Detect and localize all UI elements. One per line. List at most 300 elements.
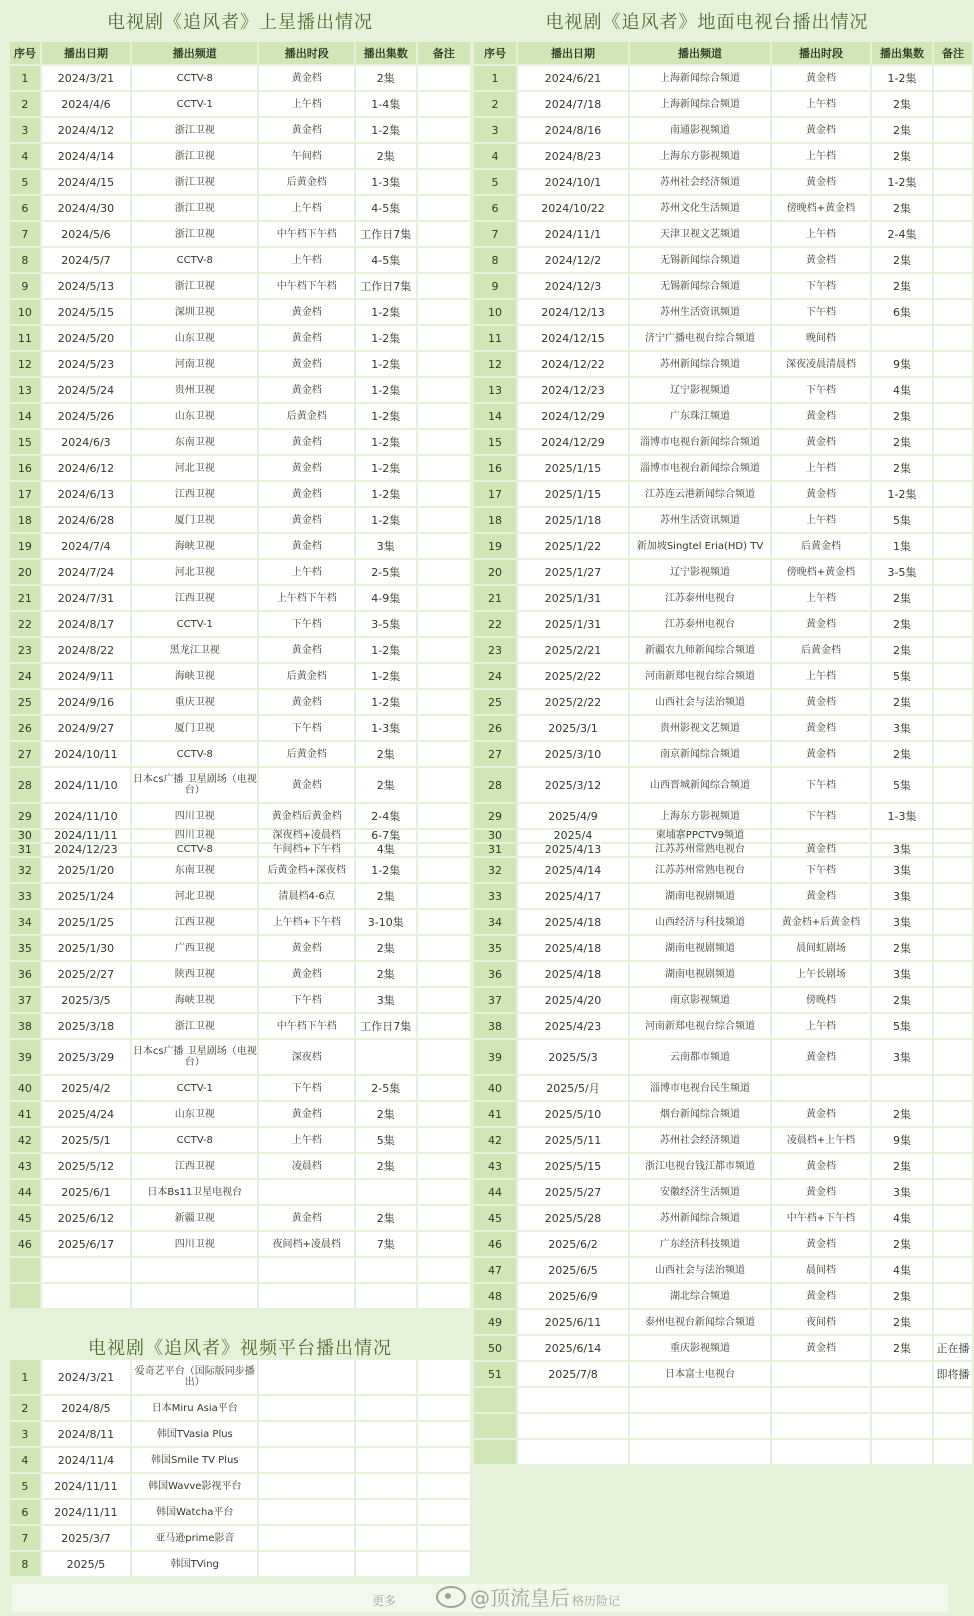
row-channel: 贵州影视文艺频道	[630, 716, 770, 740]
row-date: 2024/3/21	[42, 66, 130, 90]
row-note	[934, 92, 972, 116]
row-channel: 江苏苏州常熟电视台	[630, 844, 770, 856]
row-channel: 湖北综合频道	[630, 1284, 770, 1308]
row-episodes: 5集	[872, 508, 932, 532]
row-slot: 黄金档	[259, 300, 354, 324]
row-channel: 山西经济与科技频道	[630, 910, 770, 934]
row-date: 2025/5/10	[518, 1102, 628, 1126]
row-note	[418, 560, 470, 584]
row-date: 2024/11/10	[42, 768, 130, 802]
row-slot	[772, 1076, 870, 1100]
row-channel: 河北卫视	[132, 456, 257, 480]
row-note	[934, 716, 972, 740]
row-episodes: 3集	[872, 844, 932, 856]
row-date: 2025/5/12	[42, 1154, 130, 1178]
row-slot: 下午档	[259, 1076, 354, 1100]
row-channel: 山东卫视	[132, 404, 257, 428]
empty-cell	[259, 1284, 354, 1308]
row-note	[934, 118, 972, 142]
row-note	[934, 1076, 972, 1100]
row-slot: 黄金档	[259, 326, 354, 350]
row-channel: 济宁广播电视台综合频道	[630, 326, 770, 350]
row-note	[418, 352, 470, 376]
table-row	[474, 274, 972, 298]
row-date: 2024/11/11	[42, 1500, 130, 1524]
row-channel: CCTV-8	[132, 66, 257, 90]
row-slot: 上午档	[772, 508, 870, 532]
row-index: 19	[474, 534, 516, 558]
row-index: 22	[10, 612, 40, 636]
row-index: 45	[10, 1206, 40, 1230]
row-date: 2025/4	[518, 830, 628, 842]
satellite-body	[10, 66, 470, 1308]
row-channel: 江西卫视	[132, 586, 257, 610]
row-index: 48	[474, 1284, 516, 1308]
row-note	[418, 196, 470, 220]
row-channel: 苏州新闻综合频道	[630, 1206, 770, 1230]
row-channel: 深圳卫视	[132, 300, 257, 324]
table-row	[10, 664, 470, 688]
row-channel: 湖南电视剧频道	[630, 884, 770, 908]
row-slot: 后黄金档	[259, 170, 354, 194]
row-index: 21	[10, 586, 40, 610]
row-note	[418, 988, 470, 1012]
row-date: 2024/5/6	[42, 222, 130, 246]
row-date: 2024/5/24	[42, 378, 130, 402]
table-row	[474, 1310, 972, 1334]
row-channel: 广西卫视	[132, 936, 257, 960]
row-index: 1	[474, 66, 516, 90]
row-slot: 黄金档	[259, 534, 354, 558]
row-slot: 后黄金档	[772, 638, 870, 662]
row-episodes	[872, 1076, 932, 1100]
row-note	[934, 248, 972, 272]
row-date: 2024/8/17	[42, 612, 130, 636]
row-channel: 淄博市电视台新闻综合频道	[630, 430, 770, 454]
header-episodes: 播出集数	[872, 42, 932, 64]
row-channel: 南京影视频道	[630, 988, 770, 1012]
table-row	[474, 300, 972, 324]
row-episodes	[356, 1040, 416, 1074]
row-note	[934, 664, 972, 688]
row-slot: 黄金档	[259, 768, 354, 802]
row-note	[418, 222, 470, 246]
row-channel: 江苏苏州常熟电视台	[630, 858, 770, 882]
row-episodes: 2集	[356, 66, 416, 90]
table-row	[10, 910, 470, 934]
row-date: 2024/11/1	[518, 222, 628, 246]
row-channel: 湖南电视剧频道	[630, 936, 770, 960]
row-slot: 黄金档	[259, 118, 354, 142]
table-row	[10, 1552, 470, 1576]
row-note	[418, 92, 470, 116]
row-slot: 黄金档	[259, 690, 354, 714]
row-index: 16	[474, 456, 516, 480]
row-episodes: 2集	[872, 118, 932, 142]
row-note	[934, 1206, 972, 1230]
table-row	[10, 1206, 470, 1230]
table-row	[474, 1206, 972, 1230]
table-row	[474, 456, 972, 480]
row-episodes: 2-5集	[356, 560, 416, 584]
row-note	[934, 830, 972, 842]
table-row	[10, 1396, 470, 1420]
row-episodes	[356, 1474, 416, 1498]
row-slot: 黄金档	[772, 1040, 870, 1074]
row-note	[418, 430, 470, 454]
row-index: 20	[474, 560, 516, 584]
row-date: 2024/4/14	[42, 144, 130, 168]
row-date: 2024/5/26	[42, 404, 130, 428]
table-row	[10, 1500, 470, 1524]
row-index: 16	[10, 456, 40, 480]
row-index: 10	[474, 300, 516, 324]
row-index: 8	[474, 248, 516, 272]
row-index: 50	[474, 1336, 516, 1360]
footer-right-text: 格历险记	[572, 1594, 621, 1608]
row-date: 2024/7/4	[42, 534, 130, 558]
row-channel: 山东卫视	[132, 326, 257, 350]
row-slot: 黄金档	[772, 1336, 870, 1360]
table-row	[474, 560, 972, 584]
row-date: 2024/4/12	[42, 118, 130, 142]
row-slot: 黄金档	[259, 1102, 354, 1126]
row-slot: 傍晚档	[772, 988, 870, 1012]
row-date: 2025/4/24	[42, 1102, 130, 1126]
row-episodes: 6-7集	[356, 830, 416, 842]
row-index: 24	[474, 664, 516, 688]
row-episodes: 3集	[872, 1040, 932, 1074]
table-row	[10, 1526, 470, 1550]
empty-cell	[474, 1414, 516, 1438]
row-index: 17	[10, 482, 40, 506]
row-note	[934, 170, 972, 194]
header-index: 序号	[474, 42, 516, 64]
row-date: 2025/1/31	[518, 612, 628, 636]
row-date: 2024/4/30	[42, 196, 130, 220]
satellite-table	[8, 40, 472, 1310]
row-date: 2024/12/13	[518, 300, 628, 324]
row-channel: 无锡新闻综合频道	[630, 248, 770, 272]
row-slot: 黄金档后黄金档	[259, 804, 354, 828]
row-slot: 晨间虹剧场	[772, 936, 870, 960]
row-slot: 上午档	[772, 586, 870, 610]
row-index: 27	[474, 742, 516, 766]
row-index: 7	[10, 1526, 40, 1550]
row-slot: 中午档下午档	[259, 1014, 354, 1038]
row-date: 2025/5/月	[518, 1076, 628, 1100]
row-episodes: 1集	[872, 534, 932, 558]
row-episodes: 2集	[872, 1336, 932, 1360]
row-index: 12	[10, 352, 40, 376]
row-channel: 亚马逊prime影音	[132, 1526, 257, 1550]
row-channel: 苏州文化生活频道	[630, 196, 770, 220]
table-row	[474, 768, 972, 802]
row-episodes: 3集	[872, 1180, 932, 1204]
row-slot: 上午档	[772, 1014, 870, 1038]
row-episodes: 2集	[872, 248, 932, 272]
table-row	[10, 690, 470, 714]
table-row	[10, 430, 470, 454]
row-episodes: 1-2集	[356, 326, 416, 350]
row-slot	[259, 1396, 354, 1420]
row-note	[418, 1422, 470, 1446]
row-date: 2025/6/2	[518, 1232, 628, 1256]
row-episodes: 2集	[872, 638, 932, 662]
row-slot: 后黄金档	[259, 742, 354, 766]
table-row	[10, 742, 470, 766]
row-slot: 夜间档	[772, 1310, 870, 1334]
table-row	[474, 1232, 972, 1256]
row-slot: 深夜档+凌晨档	[259, 830, 354, 842]
header-channel: 播出频道	[630, 42, 770, 64]
row-date: 2024/12/2	[518, 248, 628, 272]
table-row	[474, 326, 972, 350]
row-channel: CCTV-8	[132, 248, 257, 272]
row-index: 9	[10, 274, 40, 298]
row-channel: 海峡卫视	[132, 664, 257, 688]
table-row	[10, 196, 470, 220]
row-note	[418, 1396, 470, 1420]
row-channel: 浙江卫视	[132, 1014, 257, 1038]
row-episodes: 2集	[356, 962, 416, 986]
row-date: 2024/5/20	[42, 326, 130, 350]
row-index: 34	[10, 910, 40, 934]
row-date: 2024/6/12	[42, 456, 130, 480]
row-slot: 黄金档	[259, 482, 354, 506]
row-episodes: 2集	[872, 456, 932, 480]
row-episodes: 4集	[356, 844, 416, 856]
empty-cell	[630, 1414, 770, 1438]
row-episodes	[872, 326, 932, 350]
empty-cell	[772, 1440, 870, 1464]
row-slot: 黄金档	[259, 508, 354, 532]
row-note	[418, 638, 470, 662]
row-slot: 深夜凌晨清晨档	[772, 352, 870, 376]
row-date: 2024/8/5	[42, 1396, 130, 1420]
row-date: 2024/4/15	[42, 170, 130, 194]
row-channel: 天津卫视文艺频道	[630, 222, 770, 246]
table-row	[474, 1154, 972, 1178]
row-slot	[772, 830, 870, 842]
table-row-empty	[474, 1440, 972, 1464]
row-channel: 上海新闻综合频道	[630, 92, 770, 116]
row-slot: 下午档	[259, 988, 354, 1012]
row-index: 11	[474, 326, 516, 350]
row-episodes: 5集	[356, 1128, 416, 1152]
row-index: 28	[474, 768, 516, 802]
row-index: 33	[474, 884, 516, 908]
table-row	[10, 1360, 470, 1394]
table-row	[10, 274, 470, 298]
table-row	[10, 612, 470, 636]
row-index: 22	[474, 612, 516, 636]
table-row	[474, 910, 972, 934]
row-index: 47	[474, 1258, 516, 1282]
row-date: 2025/1/15	[518, 456, 628, 480]
row-note	[934, 884, 972, 908]
row-episodes: 9集	[872, 1128, 932, 1152]
row-slot: 上午档	[772, 222, 870, 246]
row-channel: 柬埔寨PPCTV9频道	[630, 830, 770, 842]
header-note: 备注	[418, 42, 470, 64]
row-channel: 山东卫视	[132, 1102, 257, 1126]
row-note	[418, 690, 470, 714]
row-episodes: 1-3集	[872, 804, 932, 828]
table-row	[474, 534, 972, 558]
row-index: 29	[10, 804, 40, 828]
weibo-icon	[436, 1586, 466, 1608]
row-episodes: 3集	[872, 884, 932, 908]
row-note	[418, 804, 470, 828]
row-episodes: 1-2集	[356, 300, 416, 324]
row-note	[934, 1310, 972, 1334]
row-channel: 淄博市电视台民生频道	[630, 1076, 770, 1100]
row-index: 10	[10, 300, 40, 324]
table-row	[10, 830, 470, 842]
table-row	[474, 884, 972, 908]
row-date: 2024/8/11	[42, 1422, 130, 1446]
footer	[0, 1578, 960, 1616]
row-channel: 江西卫视	[132, 482, 257, 506]
row-note	[934, 1014, 972, 1038]
row-index: 2	[474, 92, 516, 116]
row-slot: 下午档	[772, 378, 870, 402]
row-channel: 河南卫视	[132, 352, 257, 376]
row-date: 2025/5/28	[518, 1206, 628, 1230]
row-slot: 黄金档	[772, 884, 870, 908]
table-row	[10, 884, 470, 908]
row-channel: 厦门卫视	[132, 508, 257, 532]
row-note	[934, 1284, 972, 1308]
table-row	[474, 830, 972, 842]
row-episodes: 2集	[872, 274, 932, 298]
table-row	[474, 638, 972, 662]
table-row	[474, 936, 972, 960]
row-date: 2025/4/20	[518, 988, 628, 1012]
table-row	[10, 1474, 470, 1498]
empty-cell	[356, 1284, 416, 1308]
empty-cell	[259, 1258, 354, 1282]
row-index: 13	[474, 378, 516, 402]
row-slot: 黄金档	[259, 456, 354, 480]
row-date: 2024/12/15	[518, 326, 628, 350]
table-row	[10, 1422, 470, 1446]
row-note	[418, 482, 470, 506]
row-index: 5	[474, 170, 516, 194]
row-slot: 中午档下午档	[259, 222, 354, 246]
row-channel: 云南都市频道	[630, 1040, 770, 1074]
row-note	[934, 326, 972, 350]
empty-cell	[934, 1440, 972, 1464]
row-channel: 韩国Smile TV Plus	[132, 1448, 257, 1472]
empty-cell	[42, 1258, 130, 1282]
row-date: 2025/7/8	[518, 1362, 628, 1386]
row-note	[418, 716, 470, 740]
row-channel: 江西卫视	[132, 1154, 257, 1178]
row-episodes: 1-2集	[356, 352, 416, 376]
row-date: 2025/2/22	[518, 664, 628, 688]
row-index: 20	[10, 560, 40, 584]
row-slot: 清晨档4-6点	[259, 884, 354, 908]
row-note	[934, 196, 972, 220]
row-episodes: 1-2集	[356, 508, 416, 532]
row-date: 2025/6/17	[42, 1232, 130, 1256]
row-channel: CCTV-1	[132, 92, 257, 116]
row-date: 2025/6/9	[518, 1284, 628, 1308]
row-slot: 黄金档	[772, 1232, 870, 1256]
row-note: 正在播	[934, 1336, 972, 1360]
table-row	[10, 352, 470, 376]
row-note	[934, 612, 972, 636]
empty-cell	[518, 1414, 628, 1438]
row-slot	[259, 1448, 354, 1472]
table-row	[10, 1102, 470, 1126]
table-row	[474, 844, 972, 856]
row-channel: 河南新郑电视台综合频道	[630, 664, 770, 688]
row-date: 2025/4/18	[518, 936, 628, 960]
row-index: 33	[10, 884, 40, 908]
row-index: 9	[474, 274, 516, 298]
row-episodes: 5集	[872, 1014, 932, 1038]
row-slot: 上午档	[259, 560, 354, 584]
row-slot: 黄金档	[259, 66, 354, 90]
row-slot	[259, 1526, 354, 1550]
table-row	[474, 352, 972, 376]
row-channel: 辽宁影视频道	[630, 560, 770, 584]
header-note: 备注	[934, 42, 972, 64]
table-row	[10, 936, 470, 960]
row-date: 2024/5/7	[42, 248, 130, 272]
row-slot: 午间档+下午档	[259, 844, 354, 856]
row-episodes: 4-5集	[356, 196, 416, 220]
row-episodes: 2集	[872, 144, 932, 168]
row-slot: 上午档+下午档	[259, 910, 354, 934]
row-date: 2024/5/15	[42, 300, 130, 324]
row-note	[934, 638, 972, 662]
table-row	[474, 1362, 972, 1386]
row-slot: 晚间档	[772, 326, 870, 350]
row-slot: 午间档	[259, 144, 354, 168]
row-date: 2025/1/18	[518, 508, 628, 532]
row-episodes: 1-3集	[356, 716, 416, 740]
row-note	[418, 300, 470, 324]
row-date: 2024/12/22	[518, 352, 628, 376]
row-index: 4	[474, 144, 516, 168]
row-note	[418, 456, 470, 480]
row-index: 40	[10, 1076, 40, 1100]
table-row	[10, 1154, 470, 1178]
row-date: 2024/4/6	[42, 92, 130, 116]
row-index: 25	[10, 690, 40, 714]
row-episodes: 1-2集	[356, 456, 416, 480]
table-row	[474, 92, 972, 116]
row-channel: 东南卫视	[132, 430, 257, 454]
row-note	[934, 1180, 972, 1204]
row-channel: 安徽经济生活频道	[630, 1180, 770, 1204]
row-date: 2025/3/7	[42, 1526, 130, 1550]
row-episodes	[356, 1396, 416, 1420]
row-date: 2025/1/15	[518, 482, 628, 506]
row-index: 39	[10, 1040, 40, 1074]
row-channel: 苏州新闻综合频道	[630, 352, 770, 376]
row-slot: 黄金档	[772, 66, 870, 90]
row-note	[934, 804, 972, 828]
row-channel: 浙江卫视	[132, 170, 257, 194]
footer-handle-text: @顶流皇后	[470, 1586, 570, 1610]
row-index: 49	[474, 1310, 516, 1334]
empty-cell	[474, 1388, 516, 1412]
